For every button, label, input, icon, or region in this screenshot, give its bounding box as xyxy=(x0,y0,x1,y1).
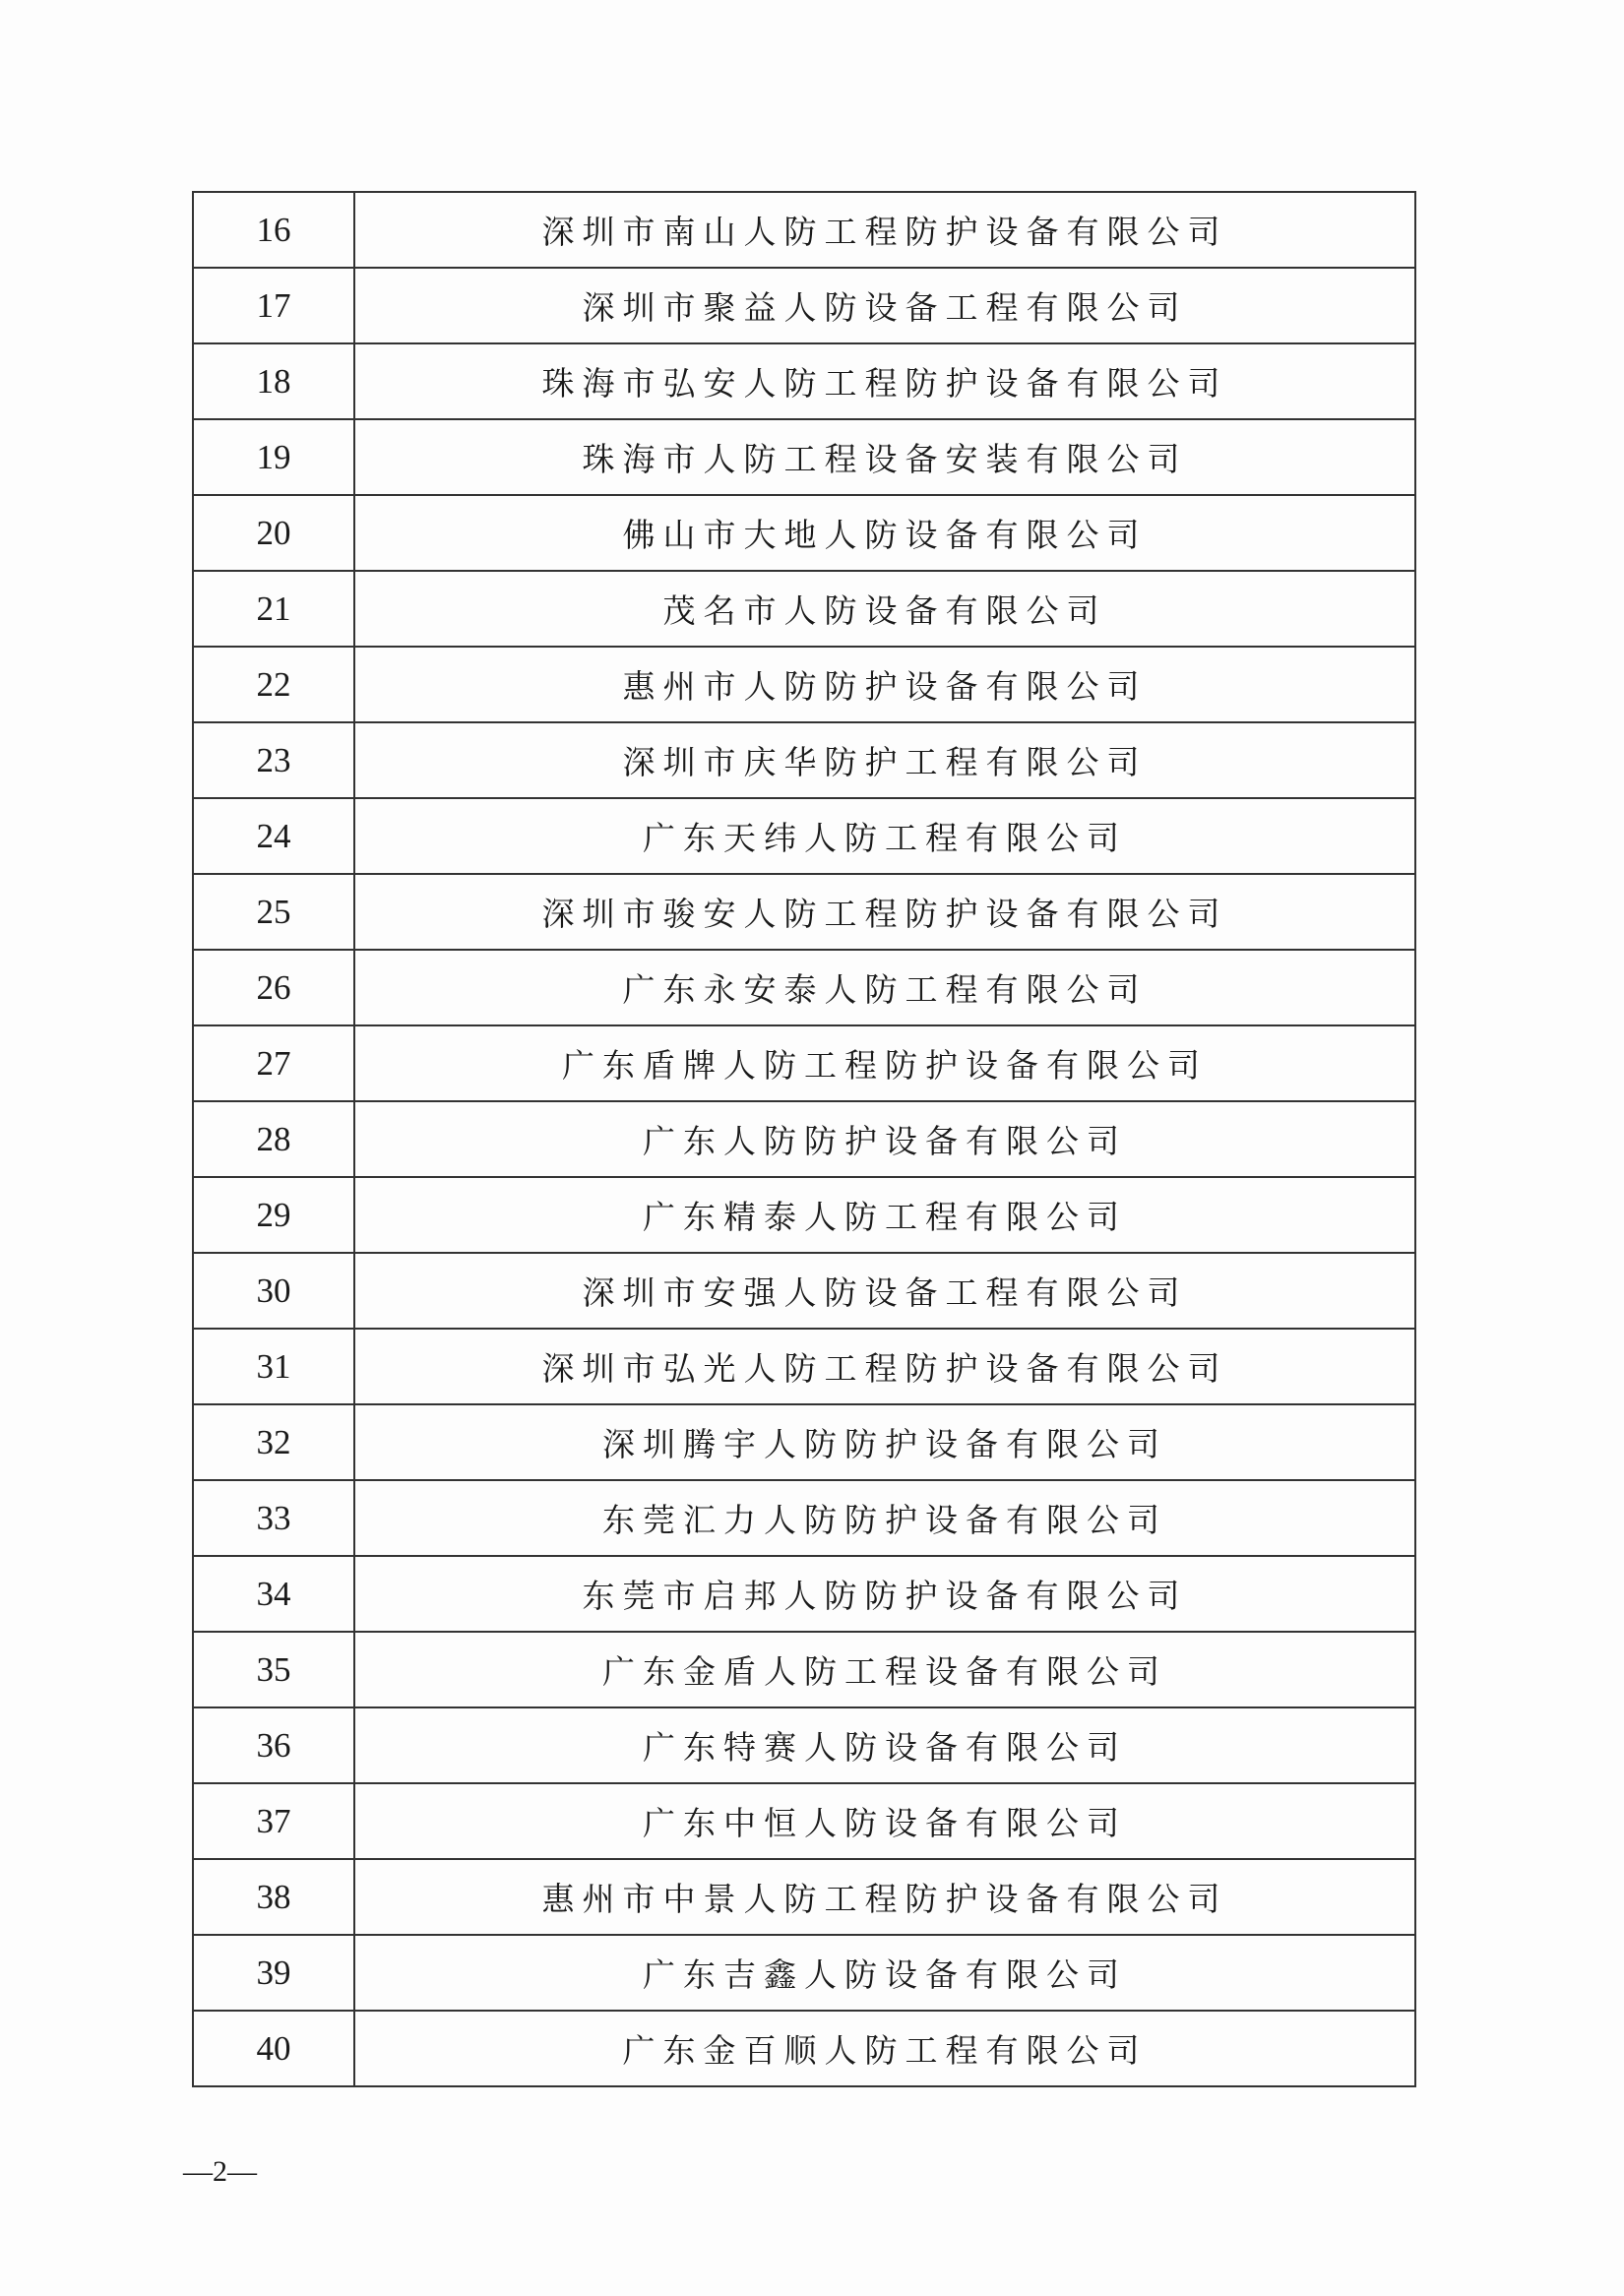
table-row xyxy=(193,2011,1415,2086)
row-number: 31 xyxy=(193,1329,354,1404)
table-row xyxy=(193,343,1415,419)
company-name: 深圳市南山人防工程防护设备有限公司 xyxy=(354,192,1415,268)
row-number: 37 xyxy=(193,1783,354,1859)
row-number: 33 xyxy=(193,1480,354,1556)
row-number: 35 xyxy=(193,1632,354,1707)
table-row xyxy=(193,1707,1415,1783)
row-number: 36 xyxy=(193,1707,354,1783)
row-number: 25 xyxy=(193,874,354,950)
table-row xyxy=(193,1859,1415,1935)
table-row xyxy=(193,647,1415,722)
row-number: 16 xyxy=(193,192,354,268)
row-number: 38 xyxy=(193,1859,354,1935)
table-row xyxy=(193,192,1415,268)
table-row xyxy=(193,1177,1415,1253)
row-number: 29 xyxy=(193,1177,354,1253)
company-name: 广东天纬人防工程有限公司 xyxy=(354,798,1415,874)
row-number: 23 xyxy=(193,722,354,798)
table-row xyxy=(193,1556,1415,1632)
company-name: 广东盾牌人防工程防护设备有限公司 xyxy=(354,1025,1415,1101)
page-number: —2— xyxy=(183,2155,257,2188)
company-name: 广东永安泰人防工程有限公司 xyxy=(354,950,1415,1025)
row-number: 28 xyxy=(193,1101,354,1177)
table-row xyxy=(193,950,1415,1025)
table-row xyxy=(193,419,1415,495)
table-row xyxy=(193,1783,1415,1859)
row-number: 17 xyxy=(193,268,354,343)
table-row xyxy=(193,1480,1415,1556)
row-number: 30 xyxy=(193,1253,354,1329)
company-name: 深圳市聚益人防设备工程有限公司 xyxy=(354,268,1415,343)
company-name: 东莞汇力人防防护设备有限公司 xyxy=(354,1480,1415,1556)
company-name: 茂名市人防设备有限公司 xyxy=(354,571,1415,647)
table-row xyxy=(193,722,1415,798)
company-name: 珠海市弘安人防工程防护设备有限公司 xyxy=(354,343,1415,419)
row-number: 40 xyxy=(193,2011,354,2086)
company-table xyxy=(192,191,1416,2087)
row-number: 20 xyxy=(193,495,354,571)
company-name: 广东人防防护设备有限公司 xyxy=(354,1101,1415,1177)
table-row xyxy=(193,798,1415,874)
table-row xyxy=(193,571,1415,647)
company-name: 佛山市大地人防设备有限公司 xyxy=(354,495,1415,571)
company-name: 广东金盾人防工程设备有限公司 xyxy=(354,1632,1415,1707)
company-name: 惠州市中景人防工程防护设备有限公司 xyxy=(354,1859,1415,1935)
company-name: 东莞市启邦人防防护设备有限公司 xyxy=(354,1556,1415,1632)
company-name: 深圳市庆华防护工程有限公司 xyxy=(354,722,1415,798)
row-number: 32 xyxy=(193,1404,354,1480)
table-row xyxy=(193,268,1415,343)
company-table-body xyxy=(193,192,1415,2086)
row-number: 39 xyxy=(193,1935,354,2011)
table-row xyxy=(193,1329,1415,1404)
company-name: 惠州市人防防护设备有限公司 xyxy=(354,647,1415,722)
table-row xyxy=(193,1404,1415,1480)
company-name: 深圳市骏安人防工程防护设备有限公司 xyxy=(354,874,1415,950)
table-row xyxy=(193,874,1415,950)
company-name: 广东精泰人防工程有限公司 xyxy=(354,1177,1415,1253)
table-row xyxy=(193,1253,1415,1329)
row-number: 21 xyxy=(193,571,354,647)
row-number: 26 xyxy=(193,950,354,1025)
table-row xyxy=(193,1025,1415,1101)
row-number: 27 xyxy=(193,1025,354,1101)
company-name: 深圳市弘光人防工程防护设备有限公司 xyxy=(354,1329,1415,1404)
table-row xyxy=(193,1632,1415,1707)
row-number: 18 xyxy=(193,343,354,419)
company-name: 深圳市安强人防设备工程有限公司 xyxy=(354,1253,1415,1329)
row-number: 24 xyxy=(193,798,354,874)
company-name: 广东吉鑫人防设备有限公司 xyxy=(354,1935,1415,2011)
company-name: 广东特赛人防设备有限公司 xyxy=(354,1707,1415,1783)
company-name: 广东金百顺人防工程有限公司 xyxy=(354,2011,1415,2086)
company-name: 珠海市人防工程设备安装有限公司 xyxy=(354,419,1415,495)
row-number: 19 xyxy=(193,419,354,495)
company-name: 深圳腾宇人防防护设备有限公司 xyxy=(354,1404,1415,1480)
table-row xyxy=(193,1935,1415,2011)
row-number: 22 xyxy=(193,647,354,722)
company-name: 广东中恒人防设备有限公司 xyxy=(354,1783,1415,1859)
row-number: 34 xyxy=(193,1556,354,1632)
table-row xyxy=(193,1101,1415,1177)
table-row xyxy=(193,495,1415,571)
